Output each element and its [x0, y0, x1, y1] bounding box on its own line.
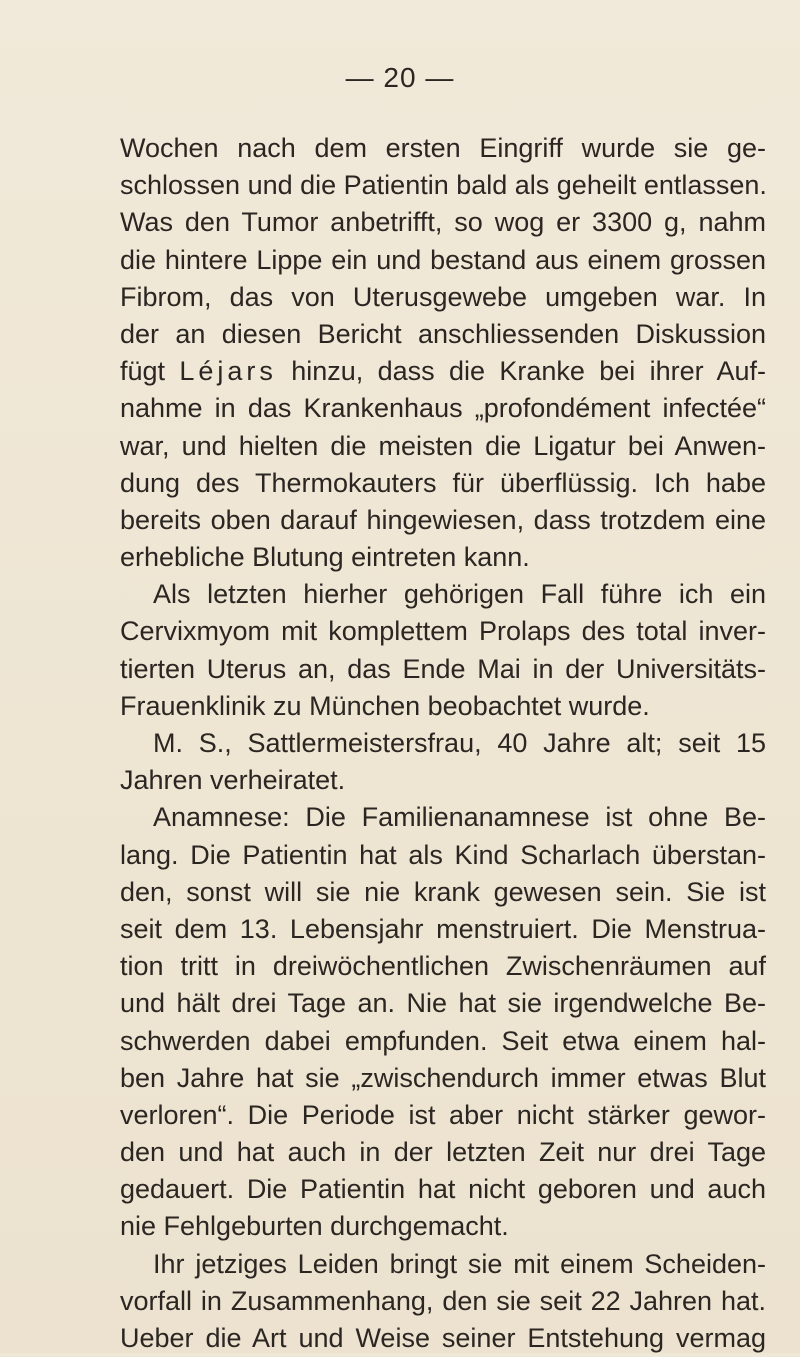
author-name-spaced: Léjars — [179, 356, 277, 387]
text-line: verloren“. Die Periode ist aber nicht stärker gewor- — [120, 1099, 766, 1130]
text-line: die hintere Lippe ein und bestand aus einem grossen — [120, 244, 766, 275]
body-text — [120, 130, 766, 1357]
text-line: tierten Uterus an, das Ende Mai in der Universitäts- — [120, 653, 766, 684]
text-line: Wochen nach dem ersten Eingriff wurde sie ge- — [120, 133, 766, 163]
text-line: bereits oben darauf hingewiesen, dass trotzdem eine — [120, 504, 766, 535]
text-segment: hinzu, dass die Kranke bei ihrer Auf- — [276, 356, 766, 387]
text-line: seit dem 13. Lebensjahr menstruiert. Die Menstrua- — [120, 913, 766, 944]
text-line: Was den Tumor anbetrifft, so wog er 3300 g, nahm — [120, 207, 766, 238]
text-line: tion tritt in dreiwöchentlichen Zwischenräumen auf — [120, 951, 766, 982]
text-line: lang. Die Patientin hat als Kind Scharlach überstan- — [120, 839, 766, 870]
text-line: dung des Thermokauters für überflüssig. Ich habe — [120, 467, 766, 498]
text-line: Ueber die Art und Weise seiner Entstehung vermag — [120, 1323, 766, 1353]
text-line: Anamnese: Die Familienanamnese ist ohne Be- — [153, 802, 766, 833]
text-segment: fügt — [120, 356, 180, 387]
text-line: und hält drei Tage an. Nie hat sie irgendwelche Be- — [120, 988, 766, 1019]
text-line: Jahren verheiratet. — [120, 765, 346, 796]
text-line: Ihr jetziges Leiden bringt sie mit einem Scheiden- — [153, 1248, 766, 1279]
text-line: Cervixmyom mit komplettem Prolaps des total inver- — [120, 616, 766, 647]
text-line: den und hat auch in der letzten Zeit nur drei Tage — [120, 1137, 766, 1168]
text-line: ben Jahre hat sie „zwischendurch immer etwas Blut — [120, 1062, 766, 1093]
text-line: nie Fehlgeburten durchgemacht. — [120, 1211, 509, 1242]
text-line: vorfall in Zusammenhang, den sie seit 22 Jahren hat. — [120, 1285, 766, 1316]
text-line: den, sonst will sie nie krank gewesen sein. Sie ist — [120, 876, 766, 907]
text-line: nahme in das Krankenhaus „profondément infectée“ — [120, 393, 766, 424]
text-line: war, und hielten die meisten die Ligatur bei Anwen- — [120, 430, 766, 461]
text-line: gedauert. Die Patientin hat nicht geboren und auch — [120, 1174, 766, 1205]
text-line: schlossen und die Patientin bald als geheilt entlassen. — [120, 170, 767, 201]
text-line: M. S., Sattlermeistersfrau, 40 Jahre alt; seit 15 — [153, 728, 766, 758]
text-line: schwerden dabei empfunden. Seit etwa einem hal- — [120, 1025, 766, 1056]
text-line — [120, 353, 766, 390]
text-line: Fibrom, das von Uterusgewebe umgeben war. In — [120, 281, 766, 312]
text-line: Frauenklinik zu München beobachtet wurde. — [120, 690, 650, 721]
text-line: der an diesen Bericht anschliessenden Diskussion — [120, 318, 766, 349]
page-number: — 20 — — [345, 62, 455, 93]
text-line: erhebliche Blutung eintreten kann. — [120, 542, 530, 573]
text-line: Als letzten hierher gehörigen Fall führe ich ein — [153, 579, 766, 610]
